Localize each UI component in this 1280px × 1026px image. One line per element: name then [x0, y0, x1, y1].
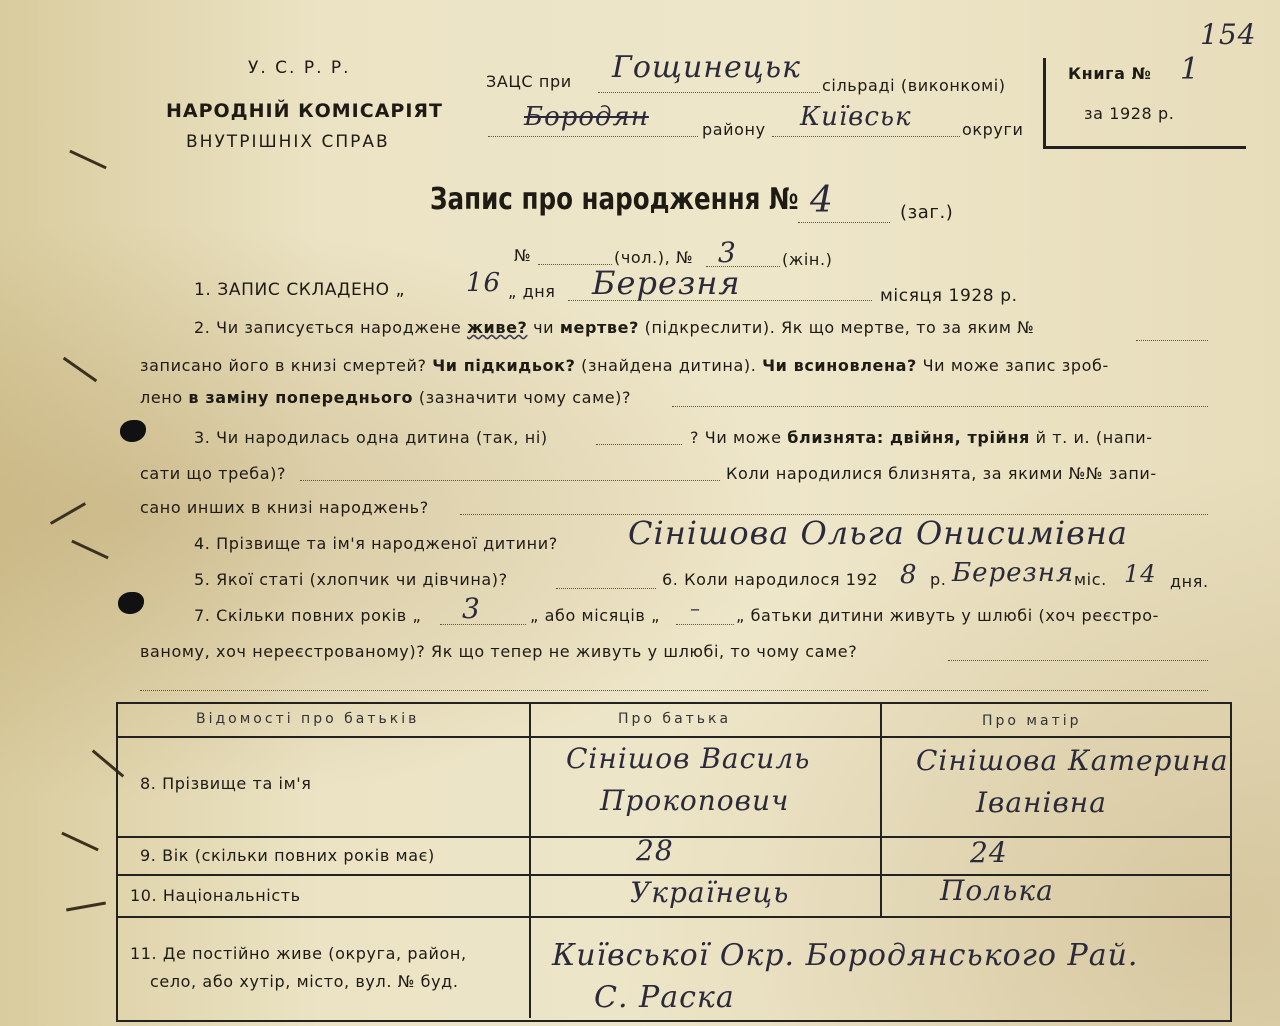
okrug-handwriting: Київськ: [800, 102, 912, 132]
paper-tear: [71, 540, 109, 560]
zhin-handwriting: 3: [718, 236, 737, 269]
item7-label-a: 7. Скільки повних років „: [194, 606, 422, 625]
item6-year-handwriting: 8: [900, 560, 918, 590]
no-label: №: [514, 246, 532, 265]
col-parents-header: Відомості про батьків: [196, 711, 420, 727]
row9-father-age-handwriting: 28: [636, 834, 674, 867]
raion-label: району: [702, 120, 766, 139]
paper-tear: [69, 150, 107, 170]
book-number-handwriting: 1: [1180, 52, 1201, 87]
item6-year-label: р.: [930, 570, 947, 589]
item4-child-name-handwriting: Сінішова Ольга Онисимівна: [628, 514, 1128, 552]
item2-line3: лено в заміну попереднього (зазначити чому саме)?: [140, 388, 632, 407]
item1-month-handwriting: Березня: [592, 264, 741, 302]
col-father-header: Про батька: [618, 711, 732, 727]
item1-day-handwriting: 16: [466, 268, 502, 298]
item3-line1a: 3. Чи народилась одна дитина (так, ні): [194, 428, 548, 447]
item1-day-label: „ дня: [508, 282, 556, 301]
item2-line2: записано його в книзі смертей? Чи підкидьок? (знайдена дитина). Чи всиновлена? Чи може запис зроб-: [140, 356, 1109, 375]
item6-day-handwriting: 14: [1124, 560, 1157, 588]
commissariat-title: НАРОДНІЙ КОМІСАРІЯТ: [166, 100, 443, 122]
internal-affairs-title: ВНУТРІШНІХ СПРАВ: [186, 132, 390, 152]
row10-label: 10. Національність: [130, 886, 301, 905]
row8-father-handwriting-2: Прокопович: [600, 784, 790, 817]
item6-month-handwriting: Березня: [952, 558, 1075, 588]
item7-label-b: „ або місяців „: [530, 606, 660, 625]
row10-father-nationality-handwriting: Українець: [630, 876, 790, 909]
item1-label: 1. ЗАПИС СКЛАДЕНО „: [194, 280, 406, 300]
row11-label: 11. Де постійно живе (округа, район,: [130, 944, 467, 963]
paper-tear: [66, 902, 106, 912]
row11-address-handwriting-2: С. Раска: [594, 980, 735, 1015]
item5-label: 5. Якої статі (хлопчик чи дівчина)?: [194, 570, 508, 589]
zag-label: (заг.): [900, 202, 954, 223]
chol-label: (чол.), №: [614, 248, 694, 267]
record-title: Запис про народження №: [430, 182, 799, 217]
item7-months-handwriting: –: [690, 596, 701, 620]
item3-line2a: сати що треба)?: [140, 464, 287, 483]
zhin-label: (жін.): [782, 250, 833, 269]
item6-month-label: міс.: [1074, 570, 1107, 589]
item4-label: 4. Прізвище та ім'я народженої дитини?: [194, 534, 558, 553]
item3-line3: сано инших в книзі народжень?: [140, 498, 429, 517]
row8-mother-handwriting: Сінішова Катерина: [916, 744, 1229, 777]
row10-mother-nationality-handwriting: Полька: [940, 874, 1054, 907]
item3-line1b: ? Чи може близнята: двійня, трійня й т. и. (напи-: [690, 428, 1153, 447]
item7-line2: ваному, хоч нереєстрованому)? Як що тепер не живуть у шлюбі, то чому саме?: [140, 642, 858, 661]
item3-line2b: Коли народилися близнята, за якими №№ запи-: [726, 464, 1157, 483]
item1-month-label: місяця 1928 р.: [880, 286, 1018, 306]
row11-label-2: село, або хутір, місто, вул. № буд.: [150, 972, 459, 991]
paper-tear: [50, 502, 86, 525]
item7-label-c: „ батьки дитини живуть у шлюбі (хоч реєстро-: [736, 606, 1159, 625]
zags-label: ЗАЦС при: [486, 72, 572, 91]
selrada-handwriting: Гощинецьк: [612, 50, 801, 85]
row9-mother-age-handwriting: 24: [970, 836, 1008, 869]
item6-label: 6. Коли народилося 192: [662, 570, 879, 589]
okrug-label: округи: [962, 120, 1024, 139]
raion-handwriting: Бородян: [524, 102, 649, 132]
book-label: Книга №: [1068, 64, 1152, 83]
paper-tear: [63, 357, 97, 382]
punch-hole: [120, 420, 146, 442]
row8-label: 8. Прізвище та ім'я: [140, 774, 312, 793]
col-mother-header: Про матір: [982, 713, 1082, 729]
item6-day-label: дня.: [1170, 572, 1209, 591]
selrada-label: сільраді (виконкомі): [822, 76, 1006, 95]
item7-years-handwriting: 3: [462, 592, 481, 625]
item2-line1: 2. Чи записується народжене живе? чи мертве? (підкреслити). Як що мертве, то за яким №: [194, 318, 1035, 337]
row8-mother-handwriting-2: Іванівна: [976, 786, 1107, 819]
row11-address-handwriting: Київської Окр. Бородянського Рай.: [552, 938, 1139, 973]
paper-tear: [61, 832, 99, 852]
record-number-handwriting: 4: [810, 180, 834, 221]
row8-father-handwriting: Сінішов Василь: [566, 742, 811, 775]
corner-number-handwriting: 154: [1200, 18, 1257, 51]
punch-hole: [118, 592, 144, 614]
book-year: за 1928 р.: [1084, 104, 1175, 123]
ussr-header: У. С. Р. Р.: [248, 58, 351, 78]
row9-label: 9. Вік (скільки повних років має): [140, 846, 435, 865]
